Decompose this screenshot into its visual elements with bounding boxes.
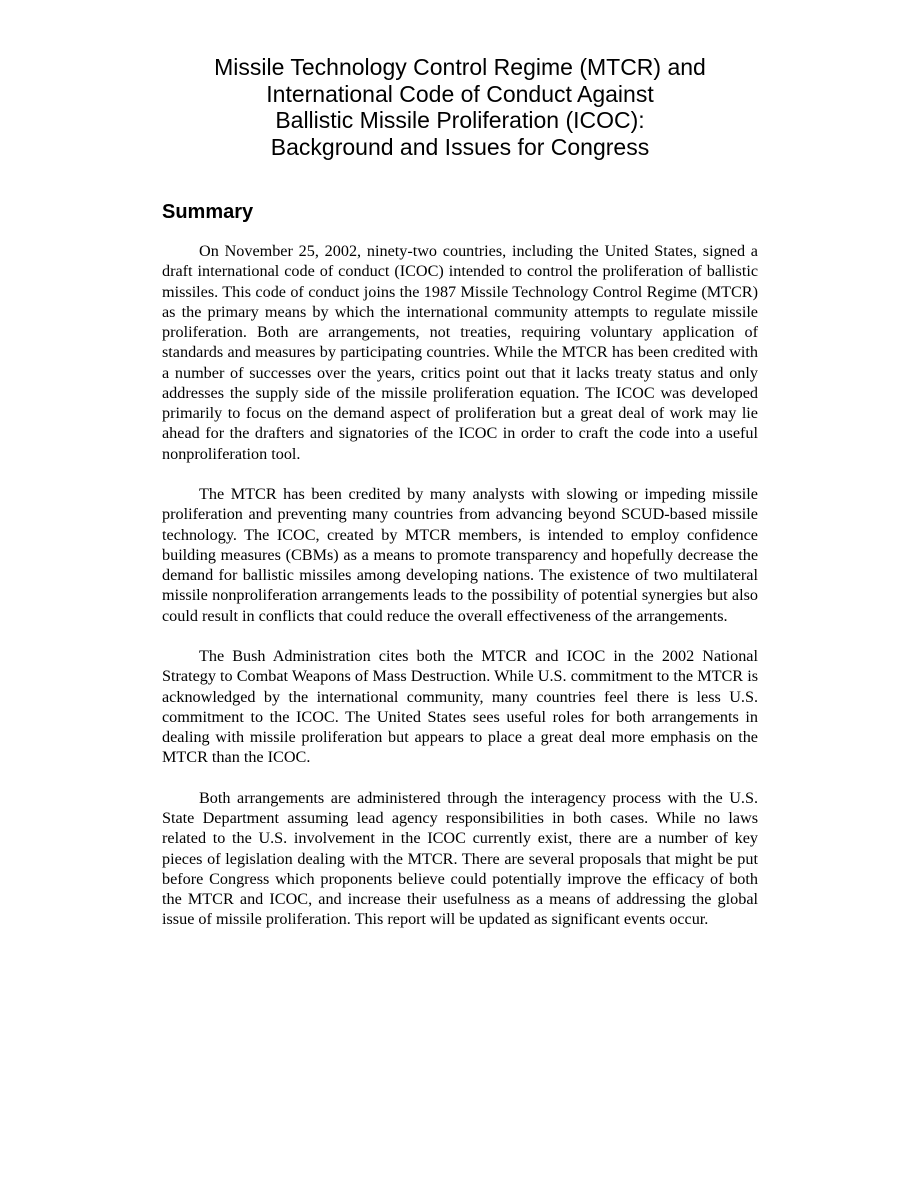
title-line: International Code of Conduct Against <box>266 80 654 107</box>
title-line: Missile Technology Control Regime (MTCR) and <box>214 54 706 80</box>
document-page <box>162 54 758 930</box>
summary-paragraph: The MTCR has been credited by many analysts with slowing or impeding missile proliferation and preventing many countries from advancing beyond SCUD-based missile technology. The ICOC, created by MTCR members, is intended to employ confidence building measures (CBMs) as a means to promote transparency and hopefully decrease the demand for ballistic missiles among developing nations. The existence of two multilateral missile nonproliferation arrangements leads to the possibility of potential synergies but also could result in conflicts that could reduce the overall effectiveness of the arrangements. <box>162 485 758 625</box>
summary-paragraph: Both arrangements are administered through the interagency process with the U.S. State Department assuming lead agency responsibilities in both cases. While no laws related to the U.S. involvement in the ICOC currently exist, there are a number of key pieces of legislation dealing with the MTCR. There are several proposals that might be put before Congress which proponents believe could potentially improve the efficacy of both the MTCR and ICOC, and increase their usefulness as a means of addressing the global issue of missile proliferation. This report will be updated as significant events occur. <box>162 788 758 929</box>
summary-paragraph: On November 25, 2002, ninety-two countries, including the United States, signed a draft international code of conduct (ICOC) intended to control the proliferation of ballistic missiles. This code of conduct joins the 1987 Missile Technology Control Regime (MTCR) as the primary means by which the international community attempts to regulate missile proliferation. Both are arrangements, not treaties, requiring voluntary application of standards and measures by participating countries. While the MTCR has been credited with a number of successes over the years, critics point out that it lacks treaty status and only addresses the supply side of the missile proliferation equation. The ICOC was developed primarily to focus on the demand aspect of proliferation but a great deal of work may lie ahead for the drafters and signatories of the ICOC in order to craft the code into a useful nonproliferation tool. <box>162 242 758 463</box>
title-line: Ballistic Missile Proliferation (ICOC): <box>275 107 645 133</box>
title-line: Background and Issues for Congress <box>270 133 650 160</box>
summary-heading: Summary <box>162 201 254 223</box>
summary-paragraph: The Bush Administration cites both the MTCR and ICOC in the 2002 National Strategy to Combat Weapons of Mass Destruction. While U.S. commitment to the MTCR is acknowledged by the international community, many countries feel there is less U.S. commitment to the ICOC. The United States sees useful roles for both arrangements in dealing with missile proliferation but appears to place a great deal more emphasis on the MTCR than the ICOC. <box>162 647 758 767</box>
report-title <box>162 54 758 160</box>
